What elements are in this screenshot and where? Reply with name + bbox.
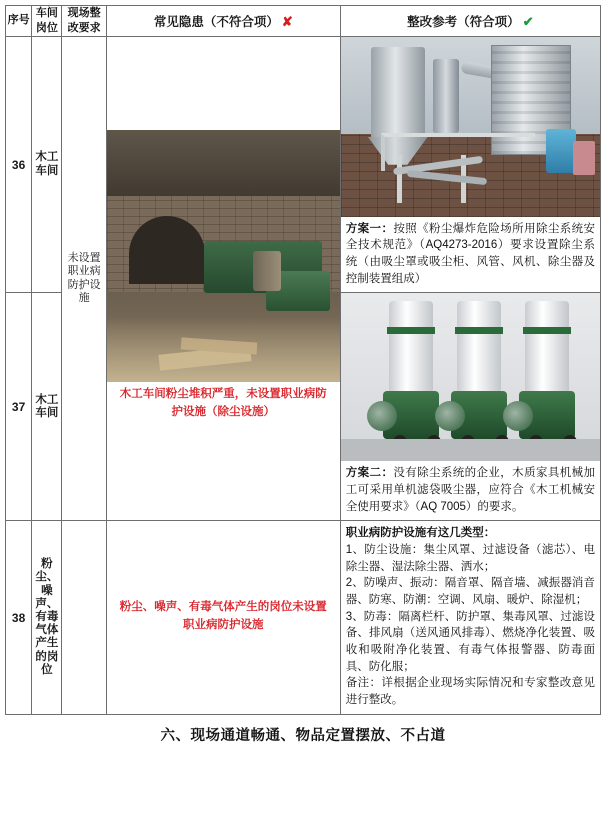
section-footer-heading: 六、现场通道畅通、物品定置摆放、不占道 <box>160 727 446 744</box>
dusty-woodworking-shop-photo <box>107 130 340 382</box>
header-bad <box>106 6 340 37</box>
cross-icon: ✘ <box>281 13 293 29</box>
dust-collector-system-roof-photo <box>341 37 600 217</box>
header-requirement: 现场整改要求 <box>62 6 106 37</box>
check-icon: ✔ <box>522 13 534 29</box>
row-requirement-38 <box>62 521 106 714</box>
good-text-38 <box>341 521 600 713</box>
good-text-body-36: 按照《粉尘爆炸危险场所用除尘系统安全技术规范》（AQ4273-2016）要求设置除尘系统（由吸尘罩或吸尘柜、风管、风机、除尘器及控制装置组成） <box>345 222 596 285</box>
good-text-title-36: 方案一： <box>345 222 394 235</box>
table-header-row <box>6 6 601 37</box>
inspection-table <box>5 5 601 715</box>
bad-cell-36-37 <box>106 36 340 521</box>
good-cell-36 <box>340 36 600 293</box>
good-text-title-38: 职业病防护设施有这几类型： <box>345 527 496 540</box>
bad-cell-38 <box>106 521 340 714</box>
row-shop-36: 木工车间 <box>32 36 62 293</box>
good-line-3: 3、防毒：隔离栏杆、防护罩、集毒风罩、过滤设备、排风扇（送风通风排毒）、燃烧净化装置、吸收和吸附净化装置、有毒气体报警器、防毒面具、防化服； <box>345 610 595 673</box>
table-row <box>6 521 601 714</box>
header-shop: 车间岗位 <box>32 6 62 37</box>
portable-bag-filter-dust-collectors-photo <box>341 293 600 461</box>
header-seq: 序号 <box>6 6 32 37</box>
row-requirement-37: 未设置职业病防护设施 <box>62 36 106 521</box>
bad-caption-37: 木工车间粉尘堆积严重，未设置职业病防护设施（除尘设施） <box>119 388 327 418</box>
document-page <box>0 5 606 840</box>
good-line-2: 2、防噪声、振动：隔音罩、隔音墙、减振器消音器、防寒、防潮：空调、风扇、暖炉、除湿机； <box>345 577 595 607</box>
good-line-4: 备注：详根据企业现场实际情况和专家整改意见进行整改。 <box>345 677 595 707</box>
good-text-title-37: 方案二： <box>345 467 394 480</box>
good-cell-38 <box>340 521 600 714</box>
good-line-1: 1、防尘设施：集尘风罩、过滤设备（滤芯）、电除尘器、湿法除尘器、洒水； <box>345 544 595 573</box>
row-seq-38: 38 <box>6 521 32 714</box>
row-seq-37: 37 <box>6 293 32 521</box>
header-good-label: 整改参考（符合项） <box>407 14 520 29</box>
good-text-body-37: 没有除尘系统的企业，木质家具机械加工可采用单机滤袋吸尘器，应符合《木工机械安全使用要求》（AQ 7005）的要求。 <box>345 467 596 513</box>
header-bad-label: 常见隐患（不符合项） <box>153 14 279 29</box>
header-good <box>340 6 600 37</box>
good-text-36 <box>341 217 600 293</box>
good-text-37 <box>341 461 600 520</box>
row-shop-38: 粉尘、噪声、有毒气体产生的岗位 <box>32 521 62 714</box>
good-cell-37 <box>340 293 600 521</box>
table-row <box>6 36 601 293</box>
row-shop-37: 木工车间 <box>32 293 62 521</box>
row-seq-36: 36 <box>6 36 32 293</box>
bad-caption-38: 粉尘、噪声、有毒气体产生的岗位未设置职业病防护设施 <box>119 601 327 631</box>
